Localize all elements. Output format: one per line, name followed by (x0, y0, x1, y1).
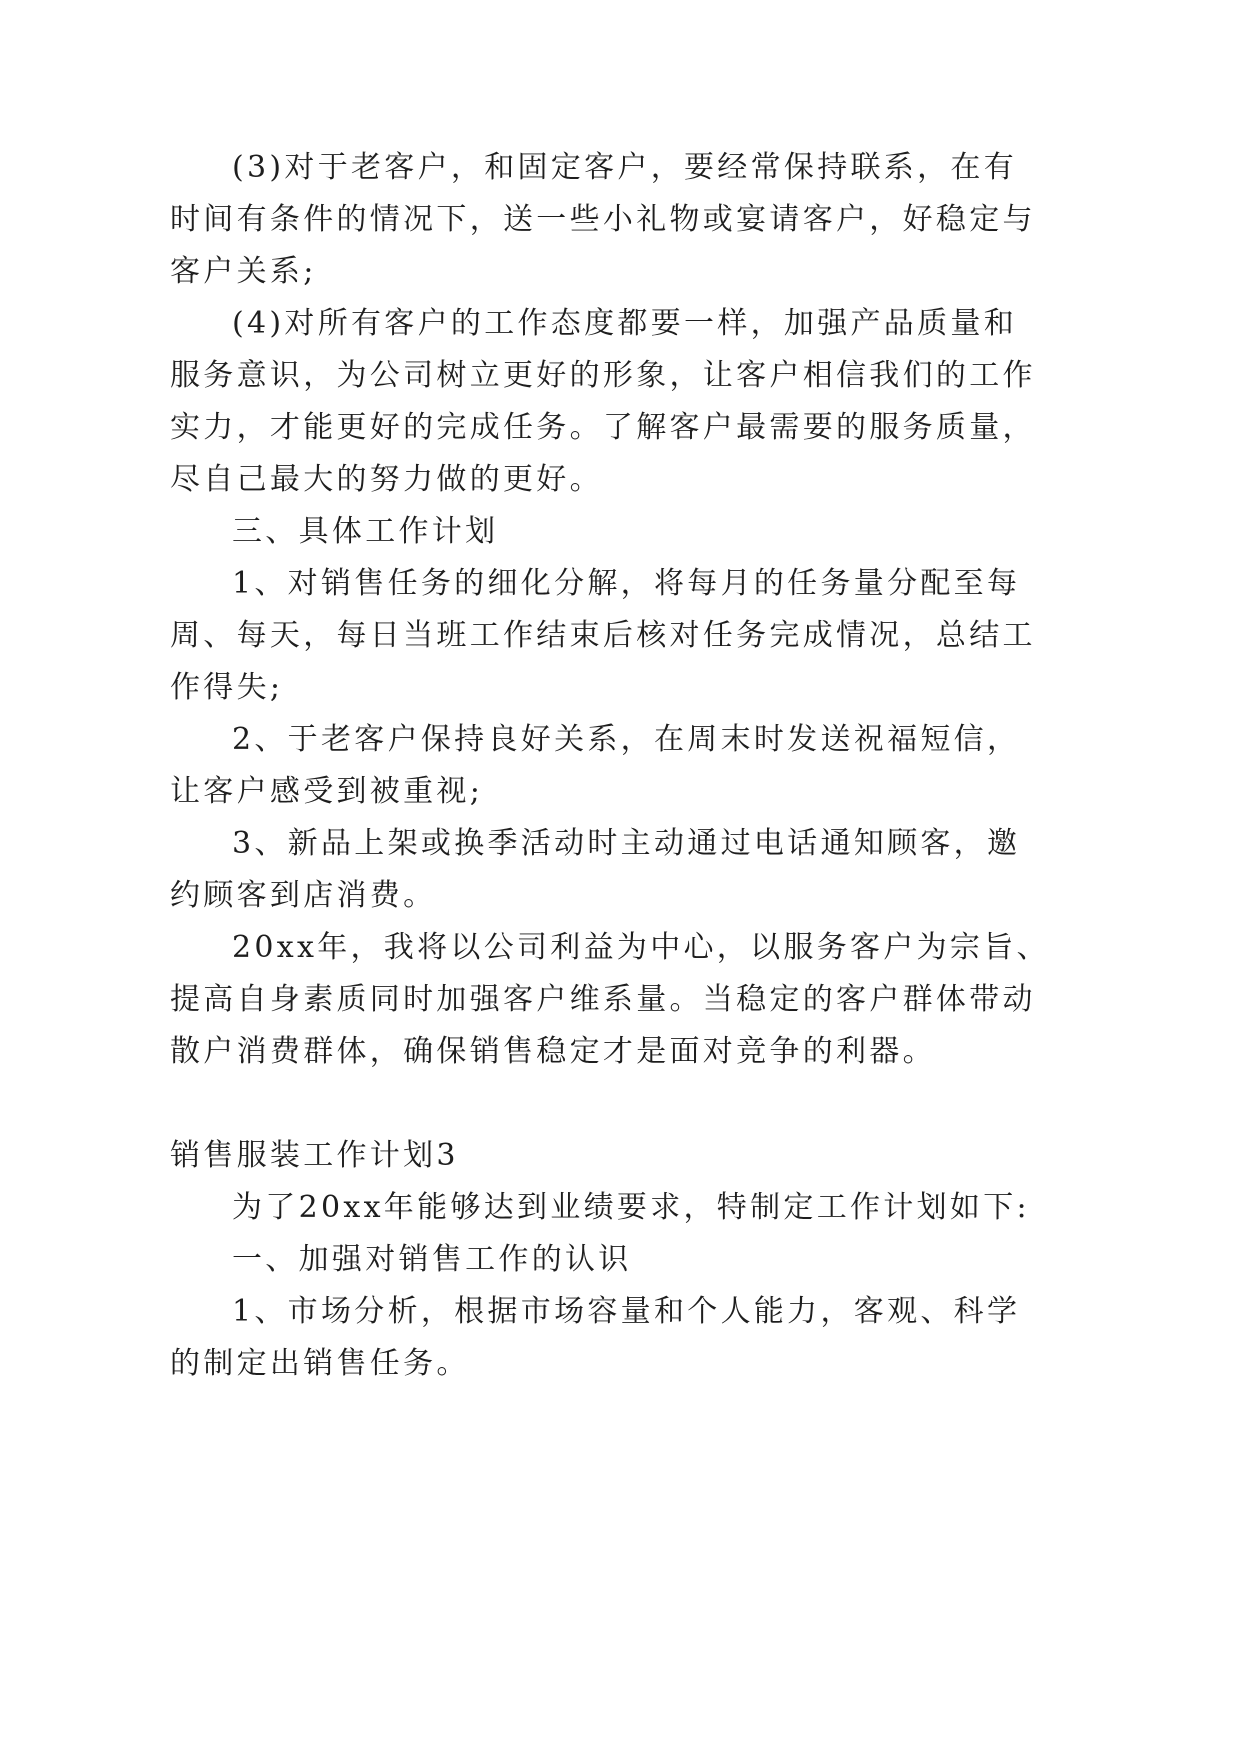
text-line-12: 2、于老客户保持良好关系，在周末时发送祝福短信， (232, 722, 1021, 757)
section-heading-specific-plan: 三、具体工作计划 (232, 514, 499, 549)
text-line-3: 客户关系; (170, 254, 317, 289)
text-line-1: (3)对于老客户，和固定客户，要经常保持联系，在有 (232, 150, 1017, 185)
text-line-16: 20xx年，我将以公司利益为中心，以服务客户为宗旨、 (232, 930, 1050, 965)
text-line-13: 让客户感受到被重视; (170, 774, 484, 809)
text-line-6: 实力，才能更好的完成任务。了解客户最需要的服务质量， (170, 410, 1036, 445)
text-line-9: 1、对销售任务的细化分解，将每月的任务量分配至每 (232, 566, 1021, 601)
text-line-5: 服务意识，为公司树立更好的形象，让客户相信我们的工作 (170, 358, 1036, 393)
text-line-11: 作得失; (170, 670, 284, 705)
text-line-17: 提高自身素质同时加强客户维系量。当稳定的客户群体带动 (170, 982, 1036, 1017)
document-section-title: 销售服装工作计划3 (170, 1138, 459, 1173)
text-line-10: 周、每天，每日当班工作结束后核对任务完成情况，总结工 (170, 618, 1036, 653)
text-line-7: 尽自己最大的努力做的更好。 (170, 462, 603, 497)
text-line-23: 的制定出销售任务。 (170, 1346, 470, 1381)
text-line-18: 散户消费群体，确保销售稳定才是面对竞争的利器。 (170, 1034, 936, 1069)
text-line-14: 3、新品上架或换季活动时主动通过电话通知顾客，邀 (232, 826, 1021, 861)
section-heading-sales-awareness: 一、加强对销售工作的认识 (232, 1242, 632, 1277)
text-line-2: 时间有条件的情况下，送一些小礼物或宴请客户，好稳定与 (170, 202, 1036, 237)
text-line-22: 1、市场分析，根据市场容量和个人能力，客观、科学 (232, 1294, 1021, 1329)
text-line-4: (4)对所有客户的工作态度都要一样，加强产品质量和 (232, 306, 1017, 341)
text-line-20: 为了20xx年能够达到业绩要求，特制定工作计划如下: (232, 1190, 1030, 1225)
text-line-15: 约顾客到店消费。 (170, 878, 437, 913)
